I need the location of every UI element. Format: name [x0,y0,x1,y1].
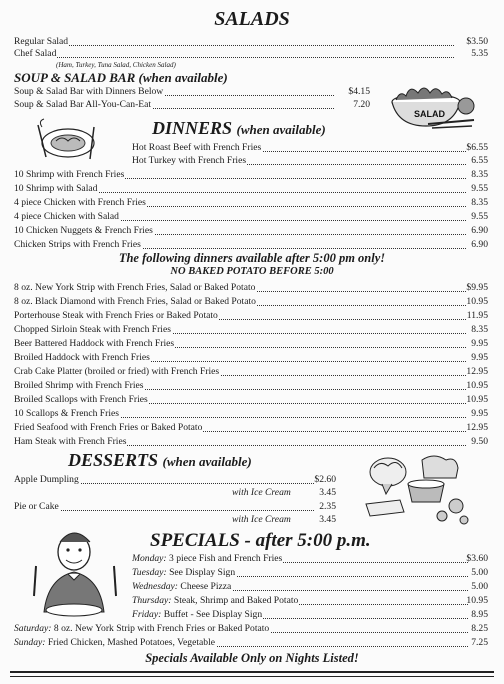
price-10-shrimp-fries: 8.35 [471,169,488,180]
menu-item-broiled-scallops: Broiled Scallops with French Fries [14,394,466,406]
dinner-plate-illustration [34,117,104,165]
price-pie-or-cake: 2.35 [319,501,336,512]
price-apple-dumpling: $2.60 [314,474,336,485]
menu-item-beer-battered-haddock: Beer Battered Haddock with French Fries [14,338,466,350]
price-special-saturday: 8.25 [471,623,488,634]
price-special-wednesday: 5.00 [471,581,488,592]
menu-item-chopped-sirloin: Chopped Sirloin Steak with French Fries [14,324,466,336]
price-fried-seafood: 12.95 [466,422,488,433]
special-tuesday: Tuesday: See Display Sign [132,567,468,579]
bowl-label: SALAD [414,109,445,119]
desserts-heading: DESSERTS (when available) [68,450,252,470]
menu-item-hot-roast-beef: Hot Roast Beef with French Fries [132,142,466,154]
soup-salad-bar-heading: SOUP & SALAD BAR (when available) [14,70,228,85]
special-sunday: Sunday: Fried Chicken, Mashed Potatoes, Vegetable [14,637,468,649]
price-crab-cake: 12.95 [466,366,488,377]
price-chef-salad: 5.35 [471,48,488,59]
price-ny-strip: $9.95 [466,282,488,293]
menu-item-ham-steak: Ham Steak with French Fries [14,436,466,448]
price-beer-battered-haddock: 9.95 [471,338,488,349]
price-chicken-strips: 6.90 [471,239,488,250]
price-ham-steak: 9.50 [471,436,488,447]
price-special-monday: $3.60 [466,553,488,564]
menu-item-10-scallops: 10 Scallops & French Fries [14,408,466,420]
menu-item-chef-salad: Chef Salad [14,48,454,60]
menu-item-hot-turkey: Hot Turkey with French Fries [132,155,466,167]
menu-item-10-shrimp-salad: 10 Shrimp with Salad [14,183,466,195]
price-chicken-nuggets: 6.90 [471,225,488,236]
special-wednesday: Wednesday: Cheese Pizza [132,581,468,593]
menu-item-porterhouse: Porterhouse Steak with French Fries or Baked Potato [14,310,466,322]
price-porterhouse: 11.95 [466,310,488,321]
price-10-shrimp-salad: 9.55 [471,183,488,194]
price-black-diamond: 10.95 [466,296,488,307]
menu-item-chicken-strips: Chicken Strips with French Fries [14,239,466,251]
chef-salad-note: (Ham, Turkey, Tuna Salad, Chicken Salad) [56,61,176,69]
menu-item-pie-or-cake: Pie or Cake [14,501,314,513]
salad-bowl-illustration [388,66,480,132]
menu-item-broiled-haddock: Broiled Haddock with French Fries [14,352,466,364]
price-chopped-sirloin: 8.35 [471,324,488,335]
special-monday: Monday: 3 piece Fish and French Fries [132,553,468,565]
menu-item-chicken-nuggets: 10 Chicken Nuggets & French Fries [14,225,466,237]
waiter-illustration [20,526,130,618]
menu-item-broiled-shrimp: Broiled Shrimp with French Fries [14,380,466,392]
price-broiled-haddock: 9.95 [471,352,488,363]
price-special-thursday: 10.95 [466,595,488,606]
dinners-heading: DINNERS (when available) [152,118,326,138]
dinner-notice-no-potato: NO BAKED POTATO BEFORE 5:00 [170,266,334,277]
apple-dumpling-ice-cream: with Ice Cream [232,487,291,498]
special-friday: Friday: Buffet - See Display Sign [132,609,468,621]
dinner-notice-after-5: The following dinners available after 5:00 pm only! [118,251,386,265]
specials-heading: SPECIALS - after 5:00 p.m. [150,530,371,551]
special-saturday: Saturday: 8 oz. New York Strip with French Fries or Baked Potato [14,623,468,635]
price-4-chicken-salad: 9.55 [471,211,488,222]
price-broiled-shrimp: 10.95 [466,380,488,391]
price-broiled-scallops: 10.95 [466,394,488,405]
desserts-illustration [360,450,480,530]
price-special-sunday: 7.25 [471,637,488,648]
price-hot-turkey: 6.55 [471,155,488,166]
price-regular-salad: $3.50 [466,36,488,47]
menu-item-ny-strip: 8 oz. New York Strip with French Fries, Salad or Baked Potato [14,282,466,294]
price-soup-salad-dinner: $4.15 [348,86,370,97]
price-apple-dumpling-ice-cream: 3.45 [319,487,336,498]
price-hot-roast-beef: $6.55 [466,142,488,153]
price-special-friday: 8.95 [471,609,488,620]
menu-item-crab-cake: Crab Cake Platter (broiled or fried) with French Fries [14,366,466,378]
menu-item-4-chicken-salad: 4 piece Chicken with Salad [14,211,466,223]
menu-item-fried-seafood: Fried Seafood with French Fries or Baked Potato [14,422,466,434]
menu-item-apple-dumpling: Apple Dumpling [14,474,314,486]
price-pie-cake-ice-cream: 3.45 [319,514,336,525]
menu-item-regular-salad: Regular Salad [14,36,454,48]
salads-heading: SALADS [214,8,290,30]
menu-item-soup-salad-dinner: Soup & Salad Bar with Dinners Below [14,86,334,98]
menu-item-soup-salad-all: Soup & Salad Bar All-You-Can-Eat [14,99,334,111]
pie-cake-ice-cream: with Ice Cream [232,514,291,525]
menu-item-black-diamond: 8 oz. Black Diamond with French Fries, Salad or Baked Potato [14,296,466,308]
menu-item-4-chicken-fries: 4 piece Chicken with French Fries [14,197,466,209]
specials-footer-note: Specials Available Only on Nights Listed! [145,651,359,665]
price-special-tuesday: 5.00 [471,567,488,578]
special-thursday: Thursday: Steak, Shrimp and Baked Potato [132,595,468,607]
price-soup-salad-all: 7.20 [353,99,370,110]
price-4-chicken-fries: 8.35 [471,197,488,208]
price-10-scallops: 9.95 [471,408,488,419]
bottom-divider-thin [10,676,494,677]
menu-item-10-shrimp-fries: 10 Shrimp with French Fries [14,169,466,181]
bottom-divider [10,671,494,673]
